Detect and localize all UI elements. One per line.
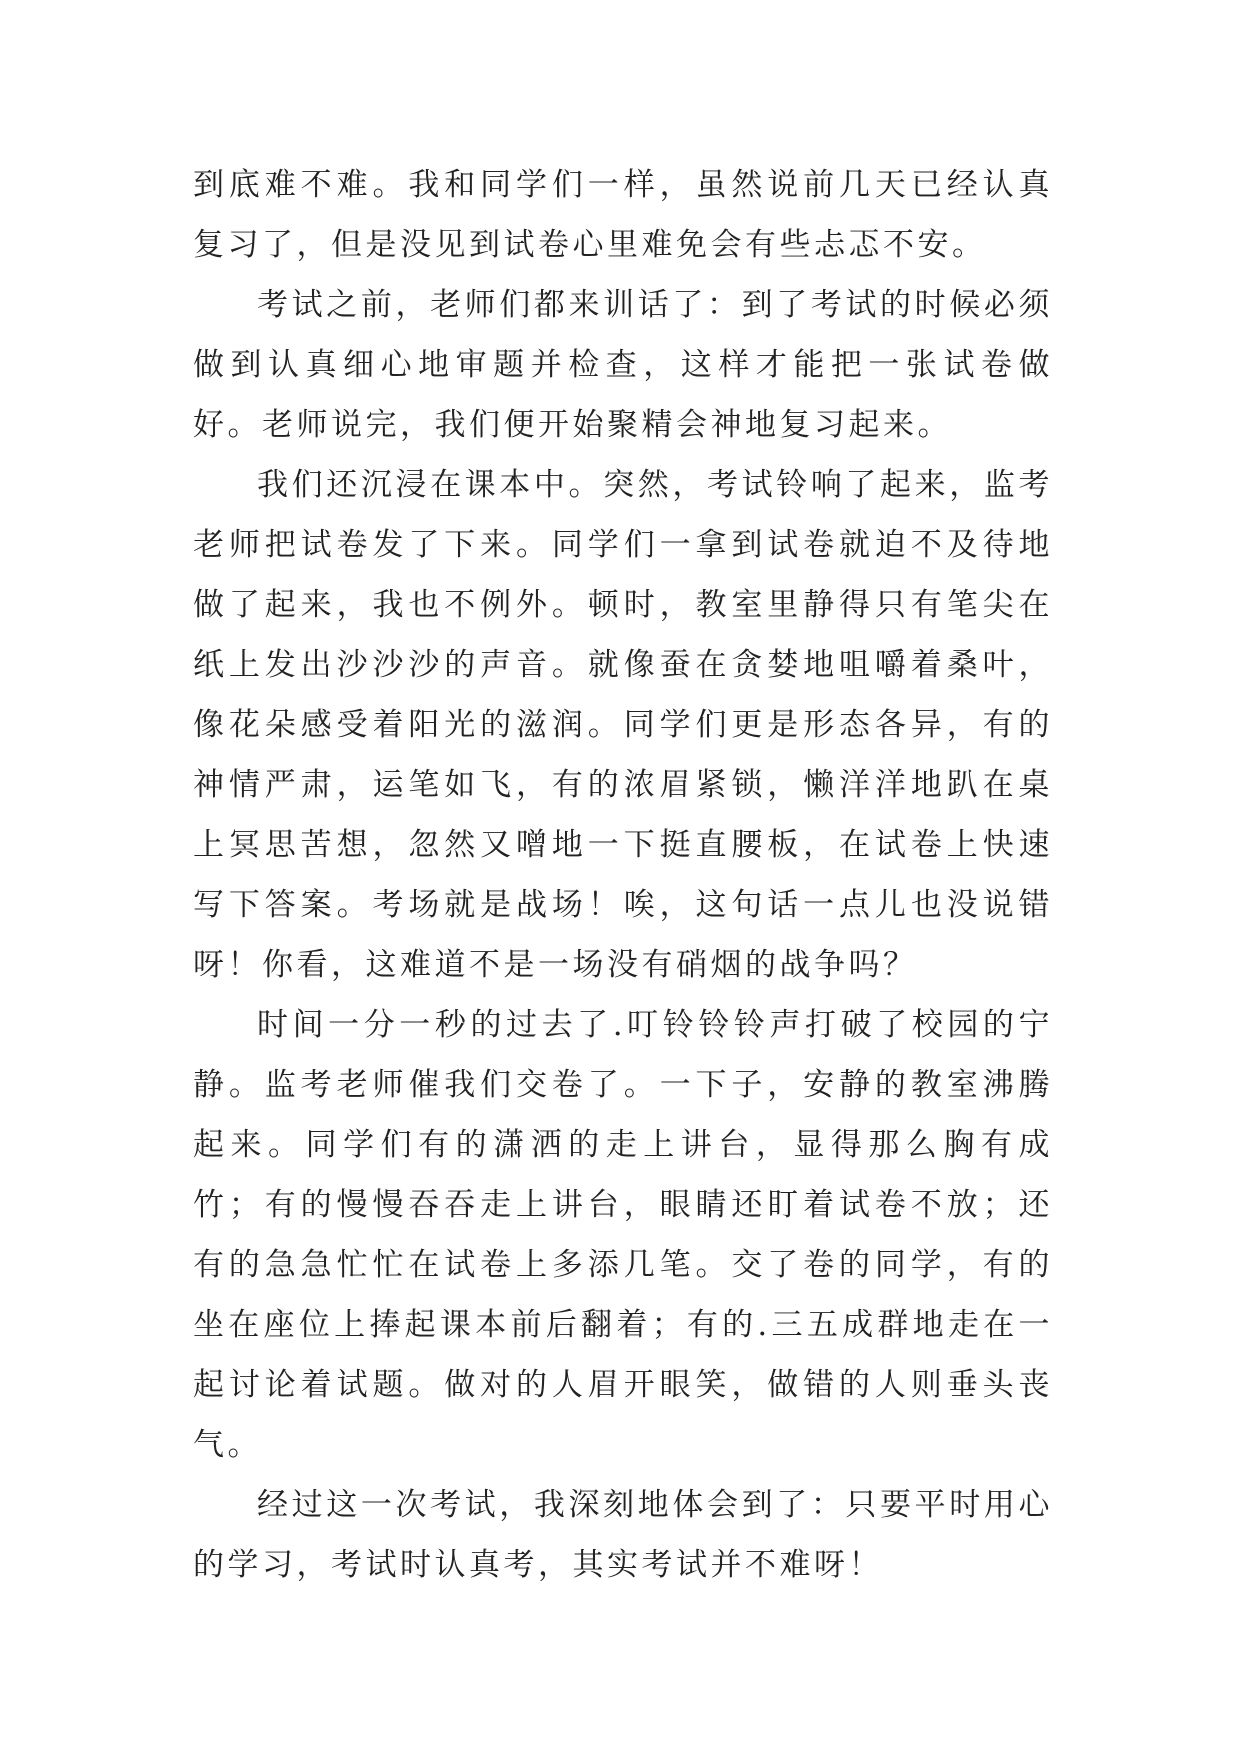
paragraph-1: 到底难不难。我和同学们一样，虽然说前几天已经认真复习了，但是没见到试卷心里难免会有些忐忑不安。 [193, 167, 1053, 263]
paragraph-3: 我们还沉浸在课本中。突然，考试铃响了起来，监考老师把试卷发了下来。同学们一拿到试卷就迫不及待地做了起来，我也不例外。顿时，教室里静得只有笔尖在纸上发出沙沙沙的声音。就像蚕在贪婪地咀嚼着桑叶，像花朵感受着阳光的滋润。同学们更是形态各异，有的神情严肃，运笔如飞，有的浓眉紧锁，懒洋洋地趴在桌上冥思苦想，忽然又噌地一下挺直腰板，在试卷上快速写下答案。考场就是战场！唉，这句话一点儿也没说错呀！你看，这难道不是一场没有硝烟的战争吗？ [193, 467, 1053, 983]
paragraph-5: 经过这一次考试，我深刻地体会到了：只要平时用心的学习，考试时认真考，其实考试并不难呀！ [193, 1487, 1053, 1583]
paragraph-2: 考试之前，老师们都来训话了：到了考试的时候必须做到认真细心地审题并检查，这样才能把一张试卷做好。老师说完，我们便开始聚精会神地复习起来。 [193, 287, 1053, 443]
paragraph-4: 时间一分一秒的过去了.叮铃铃铃声打破了校园的宁静。监考老师催我们交卷了。一下子，安静的教室沸腾起来。同学们有的潇洒的走上讲台，显得那么胸有成竹；有的慢慢吞吞走上讲台，眼睛还盯着试卷不放；还有的急急忙忙在试卷上多添几笔。交了卷的同学，有的坐在座位上捧起课本前后翻着；有的.三五成群地走在一起讨论着试题。做对的人眉开眼笑，做错的人则垂头丧气。 [193, 1007, 1053, 1463]
document-page [193, 155, 1053, 1595]
